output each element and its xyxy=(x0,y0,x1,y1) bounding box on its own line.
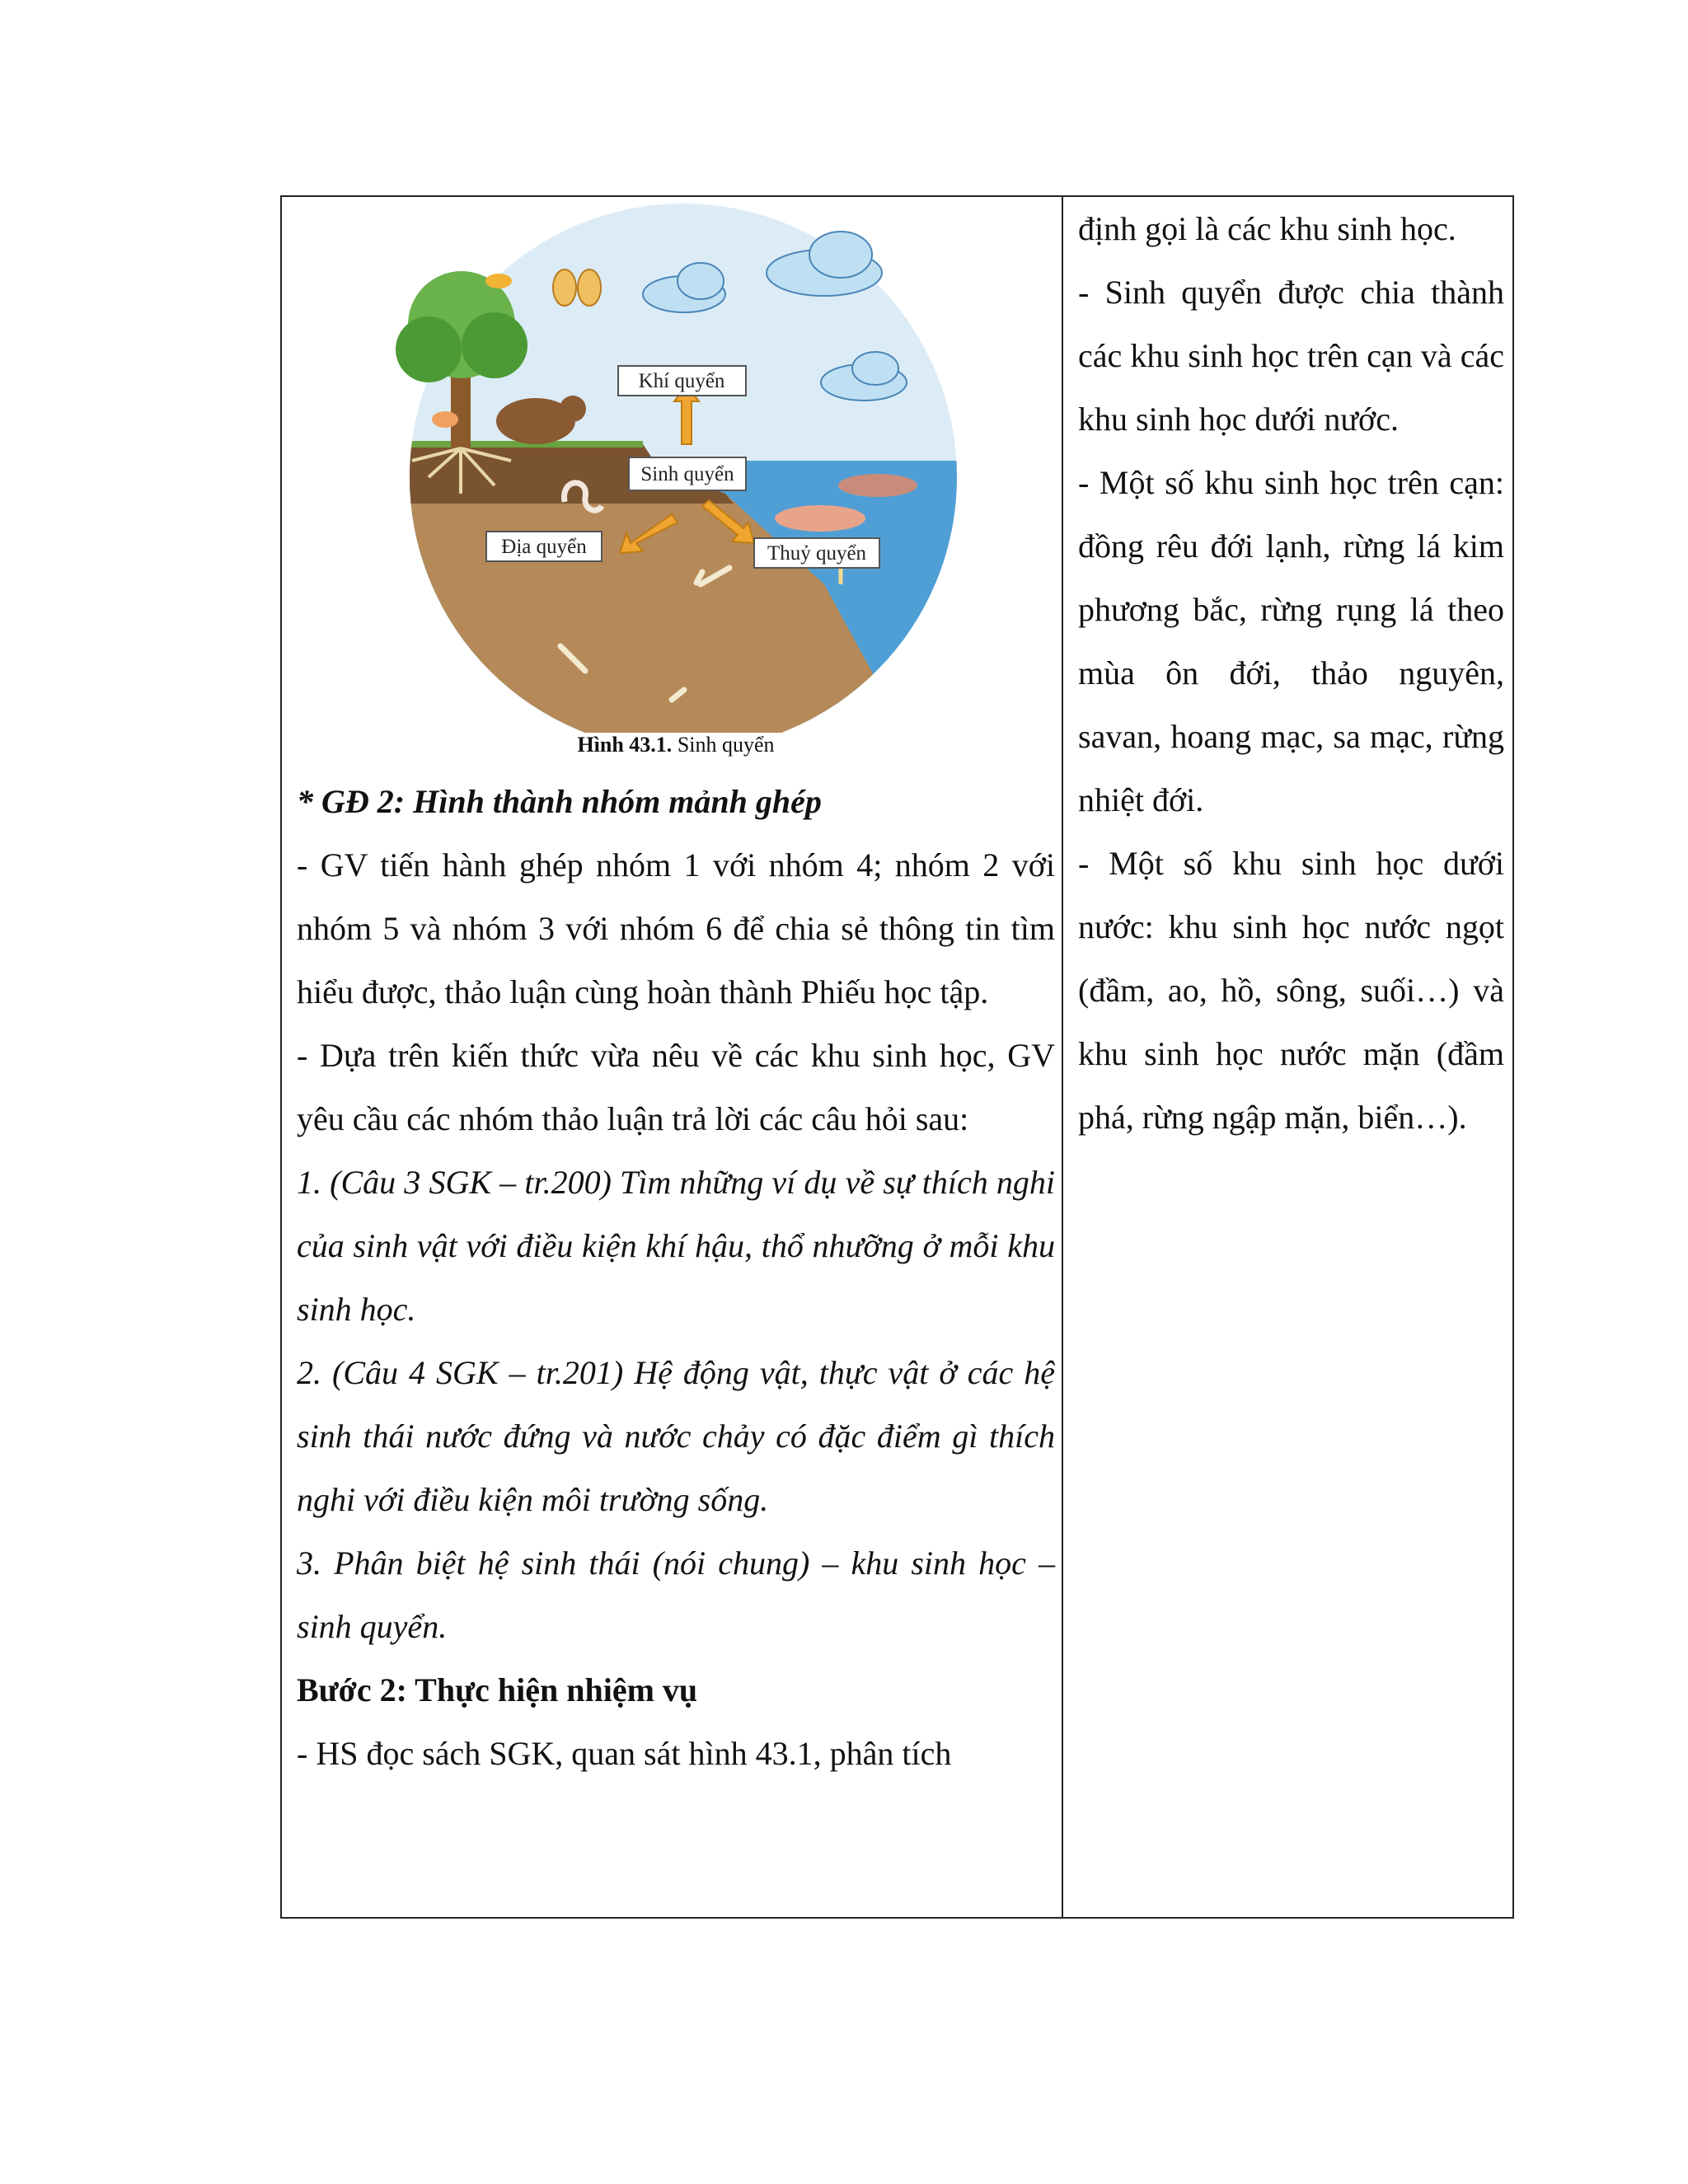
label-khi-quyen xyxy=(618,366,746,396)
column-divider xyxy=(1062,197,1063,1917)
label-thuy-quyen-text: Thuỷ quyển xyxy=(767,542,867,565)
label-dia-quyen xyxy=(486,532,602,561)
label-sinh-quyen xyxy=(629,457,746,490)
content-table xyxy=(280,195,1514,1919)
paragraph: - GV tiến hành ghép nhóm 1 với nhóm 4; nhóm 2 với nhóm 5 và nhóm 3 với nhóm 6 để chia sẻ thông tin tìm hiểu được, thảo luận cùng hoàn thành Phiếu học tập. xyxy=(297,846,1055,1010)
label-thuy-quyen xyxy=(754,538,879,568)
fish-icon xyxy=(838,474,917,497)
tree-foliage xyxy=(462,312,528,378)
label-khi-quyen-text: Khí quyển xyxy=(638,370,725,392)
label-dia-quyen-text: Địa quyển xyxy=(501,536,587,558)
grass-strip xyxy=(379,441,643,448)
paragraph: - Dựa trên kiến thức vừa nêu về các khu sinh học, GV yêu cầu các nhóm thảo luận trả lời các câu hỏi sau: xyxy=(297,1037,1055,1137)
biosphere-figure xyxy=(297,197,1055,770)
paragraph: - Sinh quyển được chia thành các khu sinh học trên cạn và các khu sinh học dưới nước. xyxy=(1078,274,1504,438)
paragraph: - HS đọc sách SGK, quan sát hình 43.1, phân tích xyxy=(297,1735,952,1772)
question-1: 1. (Câu 3 SGK – tr.200) Tìm những ví dụ về sự thích nghi của sinh vật với điều kiện khí hậu, thổ nhưỡng ở mỗi khu sinh học. xyxy=(297,1164,1055,1328)
mushroom-icon xyxy=(432,411,458,428)
paragraph: - Một số khu sinh học trên cạn: đồng rêu đới lạnh, rừng lá kim phương bắc, rừng rụng lá theo mùa ôn đới, thảo nguyên, savan, hoang mạc, sa mạc, rừng nhiệt đới. xyxy=(1078,464,1504,818)
left-column xyxy=(297,197,1055,1785)
caption-label: Hình 43.1. xyxy=(577,733,673,757)
caption-text: Sinh quyển xyxy=(672,733,775,757)
label-sinh-quyen-text: Sinh quyển xyxy=(640,463,734,485)
fish-icon xyxy=(775,505,865,532)
tree-foliage xyxy=(396,316,462,382)
step-heading: Bước 2: Thực hiện nhiệm vụ xyxy=(297,1671,698,1708)
question-3: 3. Phân biệt hệ sinh thái (nói chung) – khu sinh học – sinh quyển. xyxy=(297,1544,1055,1645)
bird-icon xyxy=(485,274,512,288)
section-heading: * GĐ 2: Hình thành nhóm mảnh ghép xyxy=(297,783,822,820)
right-column xyxy=(1078,197,1504,1149)
paragraph: - Một số khu sinh học dưới nước: khu sinh học nước ngọt (đầm, ao, hồ, sông, suối…) và khu sinh học nước mặn (đầm phá, rừng ngập mặn, biển…). xyxy=(1078,845,1504,1136)
paragraph: định gọi là các khu sinh học. xyxy=(1078,210,1456,247)
bear-head xyxy=(560,396,586,422)
question-2: 2. (Câu 4 SGK – tr.201) Hệ động vật, thực vật ở các hệ sinh thái nước đứng và nước chảy có đặc điểm gì thích nghi với điều kiện môi trường sống. xyxy=(297,1354,1055,1518)
figure-caption xyxy=(297,733,1055,757)
biosphere-illustration xyxy=(297,197,1055,733)
